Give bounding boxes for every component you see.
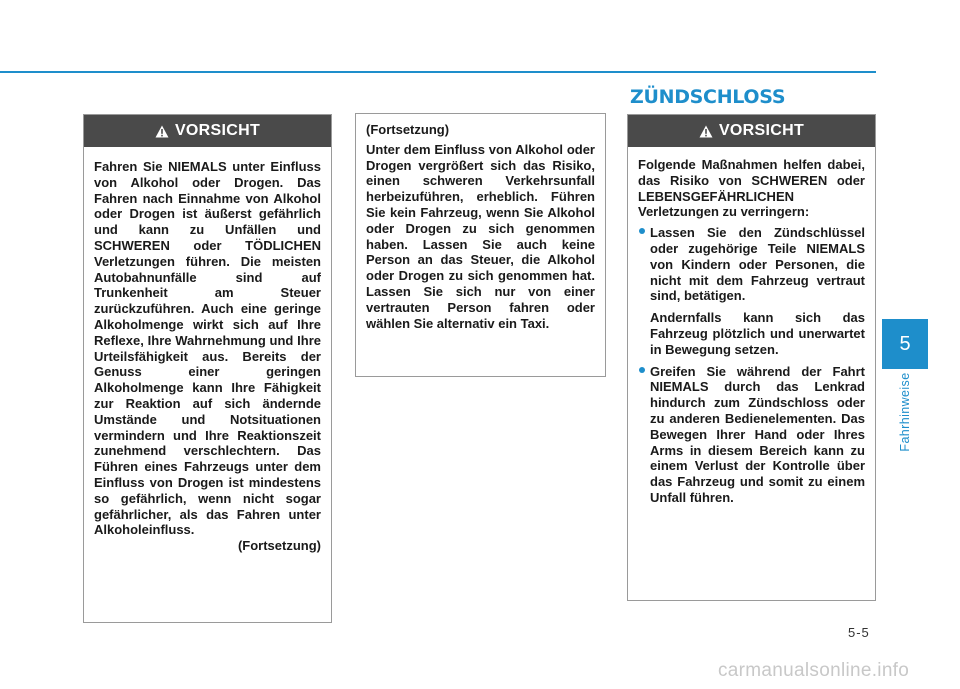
caution-text: Fahren Sie NIEMALS unter Einfluss von Alkohol oder Drogen. Das Fahren nach Einnahme von Alkohol oder Drogen ist äußerst gefährlich und kann zu Unfällen und SCHWEREN oder TÖDLICHEN Verletzungen führen. Die meisten Autobahnunfälle sind auf Trunkenheit am Steuer zurückzuführen. Auch eine geringe Alkoholmenge wirkt sich auf Ihre Reflexe, Ihre Wahrnehmung und Ihre Urteilsfähigkeit aus. Bereits der Genuss einer geringen Alkoholmenge kann Ihre Fähigkeit zur Reaktion auf sich ändernde Umstände und Notsituationen vermindern und Ihre Reaktionszeit zunehmend verschlechtern. Das Führen eines Fahrzeugs unter dem Einfluss von Drogen ist mindestens so gefährlich, wenn nicht sogar gefährlicher, als das Fahren unter Alkoholeinfluss. xyxy=(94,159,321,538)
caution-text: Unter dem Einfluss von Alkohol oder Drogen vergrößert sich das Risiko, einen schweren Verkehrsunfall herbeizuführen, erheblich. Führen Sie kein Fahrzeug, wenn Sie Alkohol oder Drogen zu sich genommen haben. Lassen Sie auch keine Person an das Steuer, die Alkohol oder Drogen zu sich genommen hat. Lassen Sie sich nur von einer vertrauten Person fahren oder wählen Sie alternativ ein Taxi. xyxy=(366,141,595,331)
caution-box-right xyxy=(627,114,876,601)
header-rule xyxy=(0,71,876,73)
caution-box-continued xyxy=(355,113,606,377)
list-item-text: Lassen Sie den Zündschlüssel oder zugehörige Teile NIEMALS von Kindern oder Personen, die nicht mit dem Fahrzeug vertraut sind, betätigen. xyxy=(650,225,865,304)
list-item-subtext: Andernfalls kann sich das Fahrzeug plötzlich und unerwartet in Bewegung setzen. xyxy=(650,310,865,357)
caution-header xyxy=(84,115,331,147)
page-number: 5-5 xyxy=(848,625,870,640)
caution-box-left xyxy=(83,114,332,623)
list-item xyxy=(638,225,865,357)
bullet-icon xyxy=(639,367,645,373)
continued-title: (Fortsetzung) xyxy=(366,122,450,137)
chapter-label: Fahrhinweise xyxy=(898,372,912,452)
caution-header xyxy=(628,115,875,147)
caution-list xyxy=(638,225,865,506)
list-item xyxy=(638,364,865,506)
warning-triangle-icon xyxy=(155,125,169,138)
caution-intro: Folgende Maßnahmen helfen dabei, das Risiko von SCHWEREN oder LEBENSGEFÄHRLICHEN Verletzungen zu verringern: xyxy=(638,157,865,220)
continued-label: (Fortsetzung) xyxy=(237,538,321,554)
section-title: ZÜNDSCHLOSS xyxy=(630,86,786,108)
warning-triangle-icon xyxy=(699,125,713,138)
caution-heading: VORSICHT xyxy=(718,122,805,139)
bullet-icon xyxy=(639,228,645,234)
chapter-tab[interactable]: 5 xyxy=(882,319,928,369)
list-item-text: Greifen Sie während der Fahrt NIEMALS durch das Lenkrad hindurch zum Zündschloss oder zu anderen Bedienelementen. Das Bewegen Ihrer Hand oder Ihres Arms in diesem Bereich kann zu einem Verlust der Kontrolle über das Fahrzeug und somit zu einem Unfall führen. xyxy=(650,363,865,505)
caution-heading: VORSICHT xyxy=(174,122,261,139)
watermark: carmanualsonline.info xyxy=(718,660,910,681)
